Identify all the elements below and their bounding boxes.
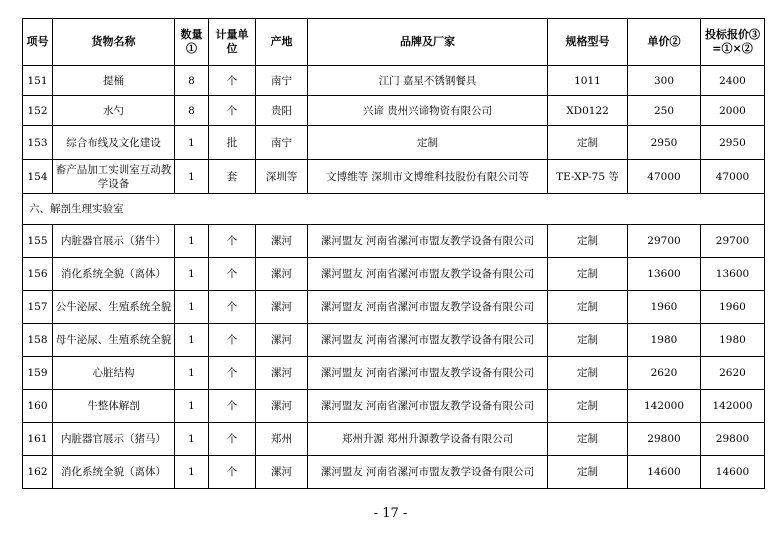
cell-no: 153 [23, 126, 53, 160]
cell-origin: 郑州 [256, 423, 308, 456]
cell-price: 300 [628, 66, 701, 96]
table-row [23, 126, 765, 160]
cell-no: 160 [23, 390, 53, 423]
cell-no: 154 [23, 160, 53, 194]
table-row [23, 291, 765, 324]
cell-price: 14600 [628, 456, 701, 489]
table-row [23, 160, 765, 194]
cell-no: 156 [23, 258, 53, 291]
cell-model: XD0122 [548, 96, 628, 126]
cell-qty: 1 [175, 160, 209, 194]
cell-no: 151 [23, 66, 53, 96]
cell-qty: 8 [175, 66, 209, 96]
cell-unit: 个 [209, 96, 256, 126]
bid-price-table [22, 18, 765, 489]
cell-origin: 漯河 [256, 291, 308, 324]
section-divider [23, 194, 765, 225]
cell-brand: 江门 嘉星不锈钢餐具 [308, 66, 548, 96]
cell-model: 定制 [548, 390, 628, 423]
cell-price: 250 [628, 96, 701, 126]
cell-total: 2620 [701, 357, 765, 390]
cell-unit: 套 [209, 160, 256, 194]
cell-qty: 1 [175, 423, 209, 456]
cell-brand: 定制 [308, 126, 548, 160]
cell-total: 14600 [701, 456, 765, 489]
cell-brand: 漯河盟友 河南省漯河市盟友教学设备有限公司 [308, 291, 548, 324]
cell-total: 2950 [701, 126, 765, 160]
cell-model: 定制 [548, 291, 628, 324]
section-row [23, 194, 765, 225]
cell-price: 1960 [628, 291, 701, 324]
cell-origin: 深圳等 [256, 160, 308, 194]
cell-brand: 漯河盟友 河南省漯河市盟友教学设备有限公司 [308, 258, 548, 291]
table-row [23, 66, 765, 96]
cell-model: TE-XP-75 等 [548, 160, 628, 194]
table-row [23, 225, 765, 258]
cell-no: 161 [23, 423, 53, 456]
cell-name: 消化系统全貌（离体） [53, 258, 175, 291]
cell-qty: 1 [175, 456, 209, 489]
cell-name: 内脏器官展示（猪牛） [53, 225, 175, 258]
cell-qty: 1 [175, 126, 209, 160]
header-price: 单价② [628, 19, 701, 66]
cell-brand: 文博维等 深圳市文博维科技股份有限公司等 [308, 160, 548, 194]
cell-no: 155 [23, 225, 53, 258]
cell-unit: 个 [209, 291, 256, 324]
header-unit: 计量单位 [209, 19, 256, 66]
cell-total: 47000 [701, 160, 765, 194]
cell-price: 1980 [628, 324, 701, 357]
cell-name: 牛整体解剖 [53, 390, 175, 423]
table-row [23, 357, 765, 390]
cell-qty: 1 [175, 324, 209, 357]
cell-origin: 漯河 [256, 456, 308, 489]
cell-qty: 1 [175, 291, 209, 324]
cell-name: 综合布线及文化建设 [53, 126, 175, 160]
table-row [23, 390, 765, 423]
cell-name: 畜产品加工实训室互动教学设备 [53, 160, 175, 194]
cell-name: 提桶 [53, 66, 175, 96]
table-row [23, 423, 765, 456]
cell-no: 152 [23, 96, 53, 126]
cell-price: 142000 [628, 390, 701, 423]
cell-name: 内脏器官展示（猪马） [53, 423, 175, 456]
cell-no: 162 [23, 456, 53, 489]
cell-model: 定制 [548, 225, 628, 258]
cell-no: 158 [23, 324, 53, 357]
cell-unit: 个 [209, 66, 256, 96]
cell-no: 157 [23, 291, 53, 324]
table-body-part2 [23, 225, 765, 489]
cell-brand: 兴谛 贵州兴谛物资有限公司 [308, 96, 548, 126]
cell-model: 1011 [548, 66, 628, 96]
cell-brand: 漯河盟友 河南省漯河市盟友教学设备有限公司 [308, 456, 548, 489]
cell-model: 定制 [548, 357, 628, 390]
header-qty: 数量① [175, 19, 209, 66]
table-row [23, 324, 765, 357]
cell-unit: 个 [209, 357, 256, 390]
header-origin: 产地 [256, 19, 308, 66]
table-body-part1 [23, 66, 765, 194]
cell-total: 142000 [701, 390, 765, 423]
cell-price: 47000 [628, 160, 701, 194]
cell-model: 定制 [548, 258, 628, 291]
cell-brand: 漯河盟友 河南省漯河市盟友教学设备有限公司 [308, 225, 548, 258]
cell-brand: 漯河盟友 河南省漯河市盟友教学设备有限公司 [308, 357, 548, 390]
cell-price: 29800 [628, 423, 701, 456]
cell-unit: 个 [209, 225, 256, 258]
cell-total: 1960 [701, 291, 765, 324]
cell-qty: 1 [175, 225, 209, 258]
cell-price: 2950 [628, 126, 701, 160]
cell-price: 29700 [628, 225, 701, 258]
cell-unit: 个 [209, 423, 256, 456]
cell-unit: 批 [209, 126, 256, 160]
cell-brand: 漯河盟友 河南省漯河市盟友教学设备有限公司 [308, 324, 548, 357]
cell-origin: 南宁 [256, 66, 308, 96]
header-total: 投标报价③=①×② [701, 19, 765, 66]
cell-name: 水勺 [53, 96, 175, 126]
cell-brand: 漯河盟友 河南省漯河市盟友教学设备有限公司 [308, 390, 548, 423]
cell-model: 定制 [548, 423, 628, 456]
cell-name: 消化系统全貌（离体） [53, 456, 175, 489]
cell-no: 159 [23, 357, 53, 390]
cell-unit: 个 [209, 258, 256, 291]
cell-total: 13600 [701, 258, 765, 291]
cell-model: 定制 [548, 126, 628, 160]
header-model: 规格型号 [548, 19, 628, 66]
cell-name: 母牛泌尿、生殖系统全貌 [53, 324, 175, 357]
header-name: 货物名称 [53, 19, 175, 66]
cell-model: 定制 [548, 456, 628, 489]
cell-qty: 1 [175, 357, 209, 390]
table-row [23, 456, 765, 489]
cell-unit: 个 [209, 456, 256, 489]
table-row [23, 258, 765, 291]
cell-unit: 个 [209, 324, 256, 357]
cell-total: 29700 [701, 225, 765, 258]
table-row [23, 96, 765, 126]
cell-origin: 漯河 [256, 225, 308, 258]
cell-total: 2000 [701, 96, 765, 126]
cell-price: 2620 [628, 357, 701, 390]
cell-unit: 个 [209, 390, 256, 423]
header-no: 项号 [23, 19, 53, 66]
cell-origin: 贵阳 [256, 96, 308, 126]
cell-total: 29800 [701, 423, 765, 456]
cell-origin: 漯河 [256, 258, 308, 291]
cell-total: 2400 [701, 66, 765, 96]
cell-name: 心脏结构 [53, 357, 175, 390]
cell-model: 定制 [548, 324, 628, 357]
cell-origin: 漯河 [256, 390, 308, 423]
cell-qty: 1 [175, 258, 209, 291]
cell-qty: 8 [175, 96, 209, 126]
cell-name: 公牛泌尿、生殖系统全貌 [53, 291, 175, 324]
cell-total: 1980 [701, 324, 765, 357]
section-title: 六、解剖生理实验室 [23, 194, 765, 225]
cell-origin: 漯河 [256, 357, 308, 390]
cell-brand: 郑州升源 郑州升源教学设备有限公司 [308, 423, 548, 456]
table-header-row [23, 19, 765, 66]
page-number: - 17 - [373, 506, 408, 521]
cell-origin: 漯河 [256, 324, 308, 357]
cell-qty: 1 [175, 390, 209, 423]
cell-origin: 南宁 [256, 126, 308, 160]
cell-price: 13600 [628, 258, 701, 291]
header-brand: 品牌及厂家 [308, 19, 548, 66]
